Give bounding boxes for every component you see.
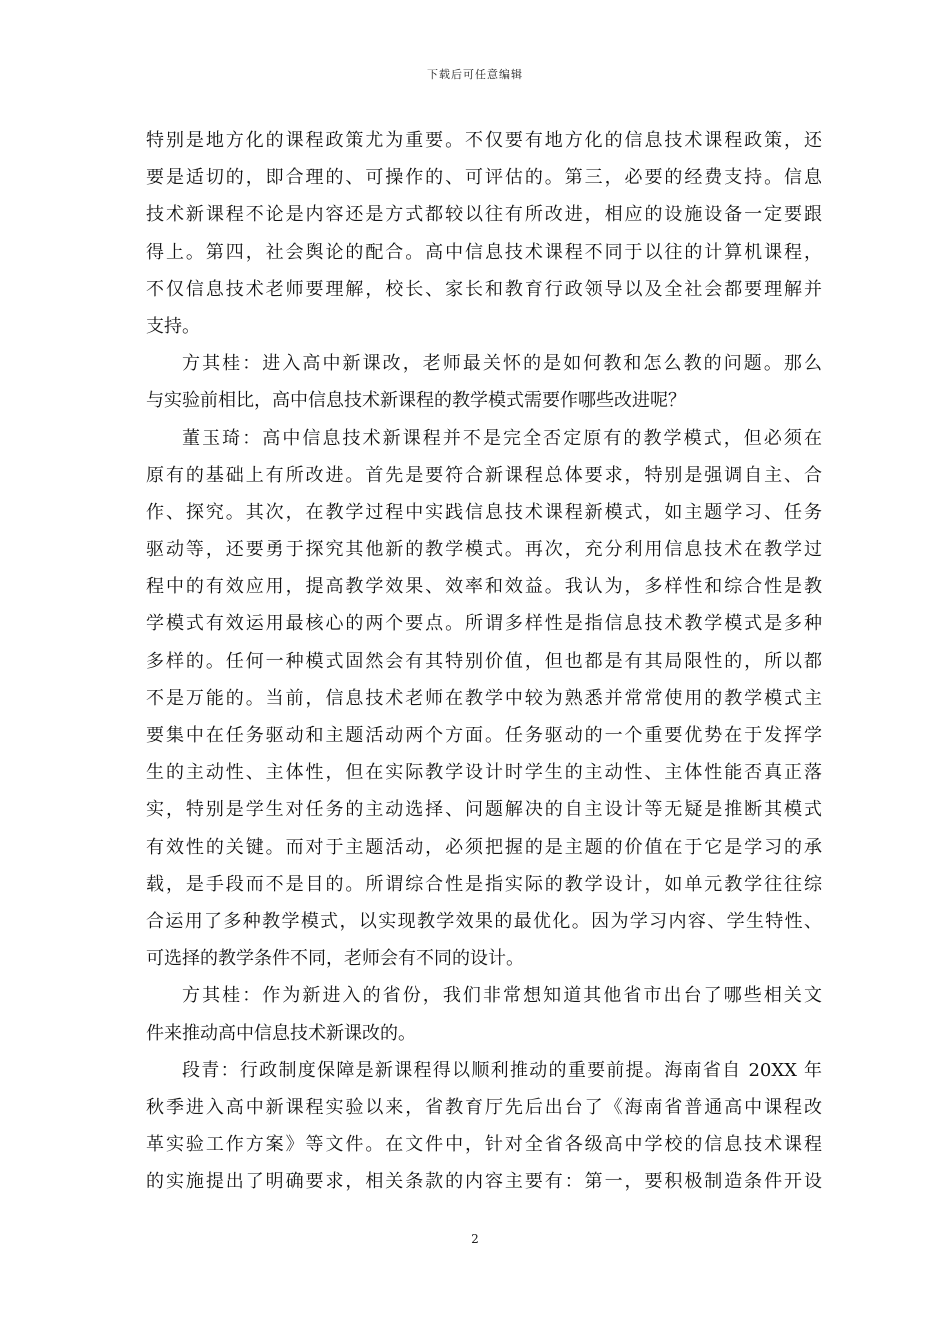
text-line: 董玉琦：高中信息技术新课程并不是完全否定原有的教学模式，但必须在 xyxy=(182,427,822,449)
text-line: 段青：行政制度保障是新课程得以顺利推动的重要前提。海南省自 20XX 年 xyxy=(182,1059,822,1081)
text-line: 实，特别是学生对任务的主动选择、问题解决的自主设计等无疑是推断其模式 xyxy=(146,799,822,821)
text-line: 有效性的关键。而对于主题活动，必须把握的是主题的价值在于它是学习的承 xyxy=(146,836,822,858)
text-line: 程中的有效应用，提高教学效果、效率和效益。我认为，多样性和综合性是教 xyxy=(146,576,822,598)
text-line: 要集中在任务驱动和主题活动两个方面。任务驱动的一个重要优势在于发挥学 xyxy=(146,725,822,746)
text-line: 载，是手段而不是目的。所谓综合性是指实际的教学设计，如单元教学往往综 xyxy=(146,873,822,895)
text-line: 特别是地方化的课程政策尤为重要。不仅要有地方化的信息技术课程政策，还 xyxy=(146,130,822,151)
text-line: 方其桂：作为新进入的省份，我们非常想知道其他省市出台了哪些相关文 xyxy=(182,985,822,1007)
body-text xyxy=(146,122,822,1200)
text-line: 学模式有效运用最核心的两个要点。所谓多样性是指信息技术教学模式是多种 xyxy=(146,613,822,635)
text-line: 要是适切的，即合理的、可操作的、可评估的。第三，必要的经费支持。信息 xyxy=(146,167,822,189)
text-line: 作、探究。其次，在教学过程中实践信息技术课程新模式，如主题学习、任务 xyxy=(146,501,822,523)
page-header: 下载后可任意编辑 xyxy=(427,68,523,81)
text-line: 可选择的教学条件不同，老师会有不同的设计。 xyxy=(146,948,524,970)
text-line: 支持。 xyxy=(146,315,200,337)
page-number: 2 xyxy=(471,1232,479,1246)
text-line: 不是万能的。当前，信息技术老师在教学中较为熟悉并常常使用的教学模式主 xyxy=(146,687,822,709)
text-line: 不仅信息技术老师要理解，校长、家长和教育行政领导以及全社会都要理解并 xyxy=(146,278,822,300)
text-line: 驱动等，还要勇于探究其他新的教学模式。再次，充分利用信息技术在教学过 xyxy=(146,539,822,561)
text-line: 原有的基础上有所改进。首先是要符合新课程总体要求，特别是强调自主、合 xyxy=(146,464,822,486)
text-line: 生的主动性、主体性，但在实际教学设计时学生的主动性、主体性能否真正落 xyxy=(146,762,822,784)
text-line: 得上。第四，社会舆论的配合。高中信息技术课程不同于以往的计算机课程， xyxy=(146,241,822,263)
text-line: 技术新课程不论是内容还是方式都较以往有所改进，相应的设施设备一定要跟 xyxy=(146,204,822,226)
text-line: 的实施提出了明确要求，相关条款的内容主要有：第一，要积极制造条件开设 xyxy=(146,1171,822,1193)
text-line: 方其桂：进入高中新课改，老师最关怀的是如何教和怎么教的问题。那么 xyxy=(182,353,822,375)
text-line: 合运用了多种教学模式，以实现教学效果的最优化。因为学习内容、学生特性、 xyxy=(146,910,822,932)
text-line: 与实验前相比，高中信息技术新课程的教学模式需要作哪些改进呢？ xyxy=(146,390,686,412)
text-line: 秋季进入高中新课程实验以来，省教育厅先后出台了《海南省普通高中课程改 xyxy=(146,1096,822,1118)
text-line: 多样的。任何一种模式固然会有其特别价值，但也都是有其局限性的，所以都 xyxy=(146,650,822,672)
text-line: 件来推动高中信息技术新课改的。 xyxy=(146,1022,416,1044)
text-line: 革实验工作方案》等文件。在文件中，针对全省各级高中学校的信息技术课程 xyxy=(146,1134,822,1156)
